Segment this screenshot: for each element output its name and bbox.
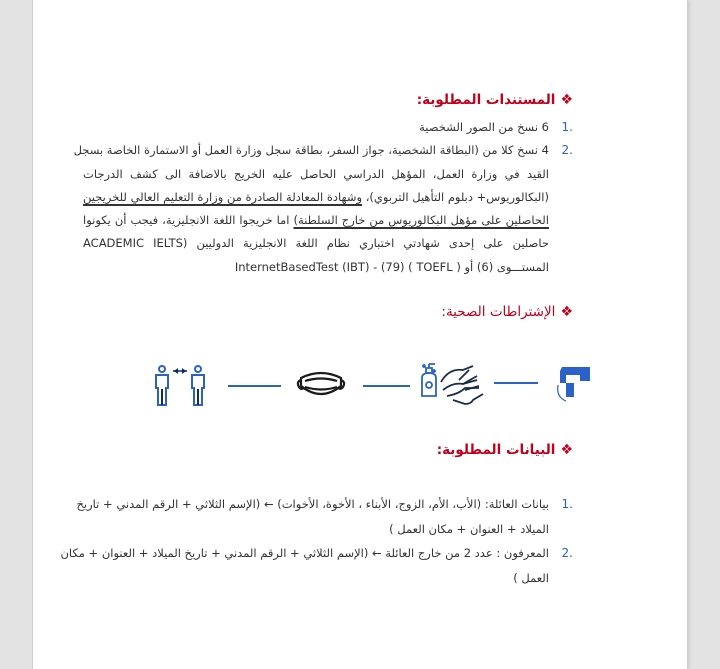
social-distance-icon (151, 365, 209, 407)
diamond-bullet-icon: ❖ (560, 304, 573, 320)
list-text: اما خريجوا اللغة الانجليزية، فيجب أن يكونوا (83, 213, 290, 228)
list-line (83, 209, 549, 232)
hand-sanitizer-icon (419, 362, 487, 406)
list-line (83, 186, 549, 209)
health-title: الإشتراطات الصحية: (441, 304, 556, 320)
list-number: 2. (561, 546, 573, 560)
list-item (76, 492, 573, 541)
list-number: 2. (561, 143, 573, 158)
document-page (33, 0, 687, 669)
documents-title: المستندات المطلوبة: (416, 92, 556, 108)
list-item (73, 139, 573, 279)
list-text: (البكالوريوس+ دبلوم التأهيل التربوي)، (365, 189, 549, 204)
list-item (60, 541, 573, 590)
list-line: المعرفون : عدد 2 من خارج العائلة ← (الإسم الثلاثي + الرقم المدني + تاريخ الميلاد + العنوان + مكان (60, 546, 549, 560)
list-line: 6 نسخ من الصور الشخصية (419, 120, 549, 134)
list-line: بيانات العائلة: (الأب، الأم، الزوج، الأبناء ، الأخوة، الأخوات) ← (الإسم الثلاثي + الرقم المدني + تاريخ (76, 497, 549, 511)
health-icons-row (33, 360, 687, 410)
documents-list (73, 116, 573, 279)
list-line: القيد في وزارة العمل، المؤهل الدراسي الحاصل عليه الخريج بالاضافة الى كشف الدرجات (83, 166, 549, 181)
list-line: الميلاد + العنوان + مكان العمل ) (389, 521, 549, 536)
separator-line (228, 385, 281, 387)
diamond-bullet-icon: ❖ (560, 92, 573, 108)
list-line: حاصلين على إحدى شهادتي اختباري نظام اللغة الانجليزية الدوليين (ACADEMIC IELTS (83, 236, 549, 251)
list-line: 4 نسخ كلا من (البطاقة الشخصية، جواز السفر، بطاقة سجل وزارة العمل أو الاستمارة الخاصة بسجل (73, 143, 549, 158)
underlined-text: وشهادة المعادلة الصادرة من وزارة التعليم العالي للخريجين (83, 189, 363, 204)
required-data-heading (437, 442, 573, 458)
list-number: 1. (561, 120, 573, 134)
documents-heading (417, 92, 573, 108)
diamond-bullet-icon: ❖ (560, 442, 573, 458)
list-number: 1. (561, 497, 573, 511)
required-data-title: البيانات المطلوبة: (436, 442, 556, 458)
separator-line (494, 382, 538, 384)
health-heading (441, 304, 573, 320)
separator-line (363, 385, 410, 387)
face-mask-icon (295, 368, 347, 400)
list-item (83, 116, 573, 139)
list-line: المستـــوى (6) أو ( TOEFL ) (79) - (IBT) InternetBasedTest (234, 259, 549, 274)
required-data-list (60, 492, 573, 590)
list-line: العمل ) (513, 570, 549, 585)
temperature-check-icon (554, 363, 592, 403)
underlined-text: الحاصلين على مؤهل البكالوريوس من خارج السلطنة) (293, 213, 549, 228)
